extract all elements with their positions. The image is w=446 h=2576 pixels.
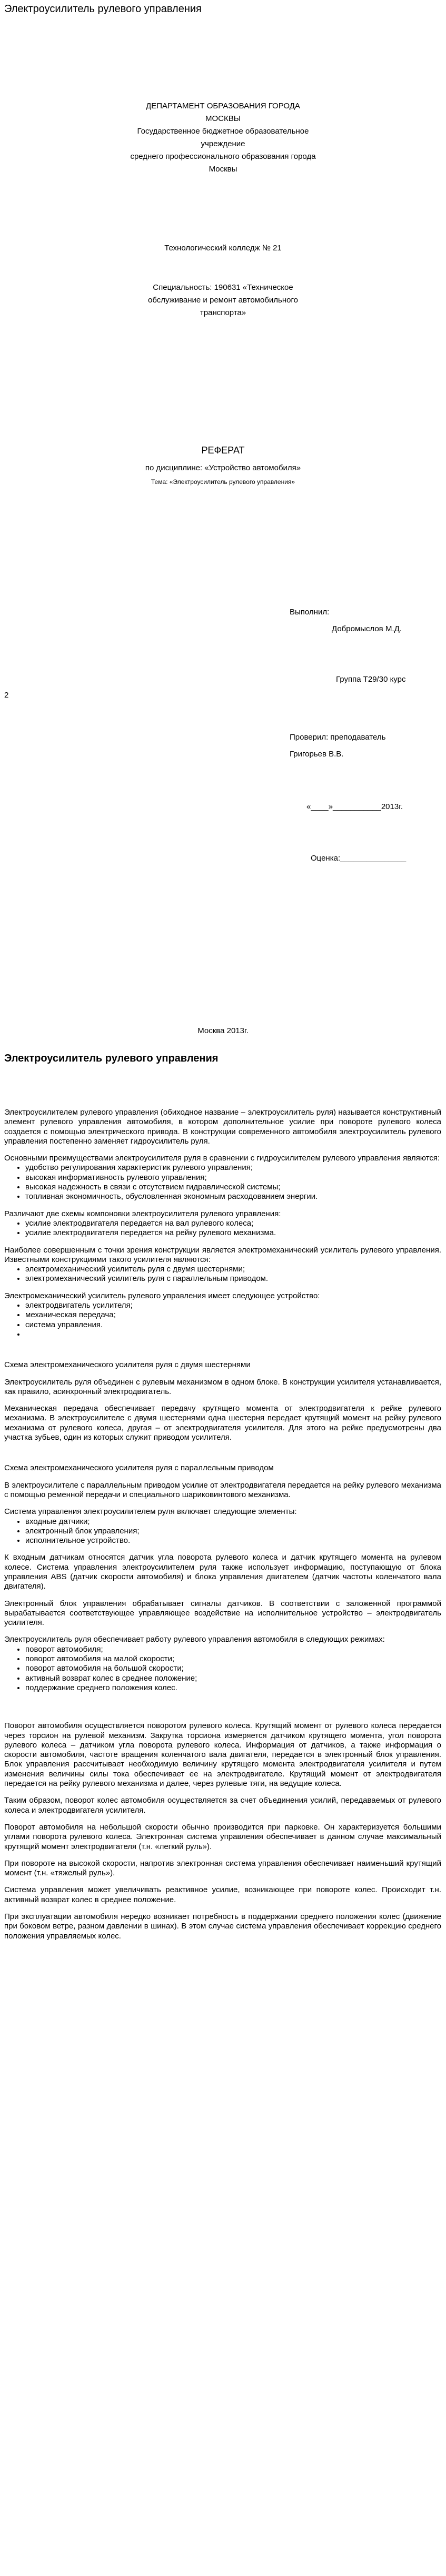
modes-list xyxy=(4,1645,441,1693)
control-intro: Система управления электроусилителем руля включает следующие элементы: xyxy=(4,1507,297,1517)
return-paragraph: Система управления может увеличивать реактивное усилие, возникающее при повороте колес. Происходит т.н. активный возврат колес в среднее положение. xyxy=(4,1885,441,1904)
list-item: • электромеханический усилитель руля с параллельным приводом. xyxy=(25,1274,441,1284)
college-name: Технологический колледж № 21 xyxy=(164,244,282,252)
list-item: • поворот автомобиля на большой скорости; xyxy=(25,1664,441,1673)
high-speed-paragraph: При повороте на высокой скорости, напротив электронная система управления обеспечивает наименьший крутящий момент (т.н. «тяжелый руль»). xyxy=(4,1858,441,1878)
checked-label: Проверил: преподаватель xyxy=(290,733,386,742)
list-item: • электродвигатель усилителя; xyxy=(25,1301,441,1310)
thus-paragraph: Таким образом, поворот колес автомобиля осуществляется за счет объединения усилий, передаваемых от рулевого колеса и электродвигателя усилителя. xyxy=(4,1796,441,1815)
schemes-list xyxy=(4,1219,441,1238)
teacher-name: Григорьев В.В. xyxy=(290,750,344,759)
dept-line: ДЕПАРТАМЕНТ ОБРАЗОВАНИЯ ГОРОДА xyxy=(146,102,300,110)
list-item: • электромеханический усилитель руля с двумя шестернями; xyxy=(25,1265,441,1274)
dept-line: МОСКВЫ xyxy=(205,114,241,123)
dept-line: среднего профессионального образования города xyxy=(130,152,316,161)
referat-title: РЕФЕРАТ xyxy=(201,445,245,456)
list-item: • система управления. xyxy=(25,1320,441,1330)
hold-paragraph: При эксплуатации автомобиля нередко возникает потребность в поддержании среднего положения колес (движение при боковом ветре, разном давлении в шинах). В этом случае система управления обеспечивает коррекцию среднего положения управляемых колес. xyxy=(4,1912,441,1941)
specialty-block xyxy=(0,281,446,319)
popular-intro: Наиболее совершенным с точки зрения конструкции является электромеханический усилитель рулевого управления. Известными конструкциями такого усилителя являются: xyxy=(4,1245,441,1264)
course-number: 2 xyxy=(4,691,9,700)
dept-line: учреждение xyxy=(201,139,245,148)
performed-label: Выполнил: xyxy=(290,608,330,617)
specialty-line: транспорта» xyxy=(200,308,246,317)
list-item: • механическая передача; xyxy=(25,1310,441,1320)
list-item: • удобство регулирования характеристик рулевого управления; xyxy=(25,1163,441,1173)
list-item: • усилие электродвигателя передается на рейку рулевого механизма. xyxy=(25,1228,441,1238)
doc-title: Электроусилитель рулевого управления xyxy=(4,3,202,15)
low-speed-paragraph: Поворот автомобиля на небольшой скорости обычно производится при парковке. Он характеризуется большими углами поворота рулевого колеса. Электронная система управления обеспечивает в данном случае максимальный крутящий момент электродвигателя (т.н. «легкий руль»). xyxy=(4,1822,441,1851)
ecu-paragraph: Электронный блок управления обрабатывает сигналы датчиков. В соответствии с заложенной программой вырабатывается соответствующее управляющее воздействие на исполнительное устройство – электродвигатель усилителя. xyxy=(4,1599,441,1628)
report-body xyxy=(4,1052,441,1948)
list-item: • активный возврат колес в среднее положение; xyxy=(25,1674,441,1683)
discipline-line: по дисциплине: «Устройство автомобиля» xyxy=(145,463,301,472)
list-item: • высокая информативность рулевого управления; xyxy=(25,1173,441,1183)
grade-line: Оценка:_______________ xyxy=(311,854,407,863)
list-item: • электронный блок управления; xyxy=(25,1527,441,1536)
turn-paragraph: Поворот автомобиля осуществляется поворотом рулевого колеса. Крутящий момент от рулевого колеса передается через торсион на рулевой механизм. Закрутка торсиона измеряется датчиком крутящего момента, угол поворота рулевого колеса – датчиком угла поворота рулевого колеса. Информация от датчиков, а также информация о скорости автомобиля, частоте вращения коленчатого вала двигателя, передается в электронный блок управления. Блок управления рассчитывает необходимую величину крутящего момента электродвигателя усилителя и путем изменения величины силы тока обеспечивает ее на электродвигателе. Крутящий момент от электродвигателя передается на рейку рулевого механизма и далее, через рулевые тяги, на ведущие колеса. xyxy=(4,1721,441,1789)
list-item xyxy=(25,1330,441,1339)
date-line: «____»___________2013г. xyxy=(306,802,403,811)
schemes-intro: Различают две схемы компоновки электроусилителя рулевого управления: xyxy=(4,1209,281,1218)
popular-list xyxy=(4,1265,441,1284)
modes-intro: Электроусилитель руля обеспечивает работу рулевого управления автомобиля в следующих режимах: xyxy=(4,1635,385,1644)
two-gear-scheme-title: Схема электромеханического усилителя руля с двумя шестернями xyxy=(4,1360,251,1370)
advantages-list xyxy=(4,1163,441,1201)
list-item: • топливная экономичность, обусловленная экономным расходованием энергии. xyxy=(25,1192,441,1201)
list-item: • исполнительное устройство. xyxy=(25,1536,441,1545)
report-heading: Электроусилитель рулевого управления xyxy=(4,1053,219,1064)
dept-line: Москвы xyxy=(209,165,237,174)
parallel-paragraph: В электроусилителе с параллельным приводом усилие от электродвигателя передается на рейку рулевого механизма с помощью ременной передачи и специального шариковинтового механизма. xyxy=(4,1480,441,1499)
group-line: Группа Т29/30 курс xyxy=(336,675,406,684)
parallel-scheme-title: Схема электромеханического усилителя руля с параллельным приводом xyxy=(4,1463,274,1473)
advantages-intro: Основными преимуществами электроусилителя руля в сравнении с гидроусилителем рулевого управления являются: xyxy=(4,1154,440,1163)
specialty-line: Специальность: 190631 «Техническое xyxy=(153,283,293,292)
specialty-line: обслуживание и ремонт автомобильного xyxy=(148,296,298,305)
list-item: • усилие электродвигателя передается на вал рулевого колеса; xyxy=(25,1219,441,1228)
city-year: Москва 2013г. xyxy=(197,1026,249,1035)
theme-line: Тема: «Электроусилитель рулевого управления» xyxy=(151,478,295,486)
two-gear-paragraph: Механическая передача обеспечивает передачу крутящего момента от электродвигателя к рейке рулевого механизма. В электроусилителе с двумя шестернями одна шестерня передает крутящий момент на рейку рулевого механизма от рулевого колеса, другая – от электродвигателя усилителя. Для этого на рейке предусмотрены два участка зубьев, один из которых служит приводом усилителя. xyxy=(4,1404,441,1442)
student-name: Добромыслов М.Д. xyxy=(332,624,402,633)
intro-paragraph: Электроусилителем рулевого управления (обиходное название – электроусилитель руля) называется конструктивный элемент рулевого управления автомобиля, в котором дополнительное усилие при повороте рулевого колеса создается с помощью электрического привода. В конструкции современного автомобиля электроусилитель рулевого управления постепенно заменяет гидроусилитель руля. xyxy=(4,1108,441,1146)
list-item: • поворот автомобиля на малой скорости; xyxy=(25,1654,441,1664)
sensors-paragraph: К входным датчикам относятся датчик угла поворота рулевого колеса и датчик крутящего момента на рулевом колесе. Система управления электроусилителем руля также использует информацию, поступающую от блока управления ABS (датчик скорости автомобиля) и блока управления двигателем (датчик частоты коленчатого вала двигателя). xyxy=(4,1553,441,1591)
list-item: • высокая надежность в связи с отсутствием гидравлической системы; xyxy=(25,1183,441,1192)
dept-line: Государственное бюджетное образовательное xyxy=(137,127,309,136)
list-item: • поддержание среднего положения колес. xyxy=(25,1683,441,1693)
two-gear-paragraph: Электроусилитель руля объединен с рулевым механизмом в одном блоке. В конструкции усилителя устанавливается, как правило, асинхронный электродвигатель. xyxy=(4,1377,441,1396)
device-list xyxy=(4,1301,441,1339)
department-block xyxy=(0,100,446,176)
device-intro: Электромеханический усилитель рулевого управления имеет следующее устройство: xyxy=(4,1291,320,1300)
list-item: • поворот автомобиля; xyxy=(25,1645,441,1654)
list-item: • входные датчики; xyxy=(25,1517,441,1527)
control-list xyxy=(4,1517,441,1546)
